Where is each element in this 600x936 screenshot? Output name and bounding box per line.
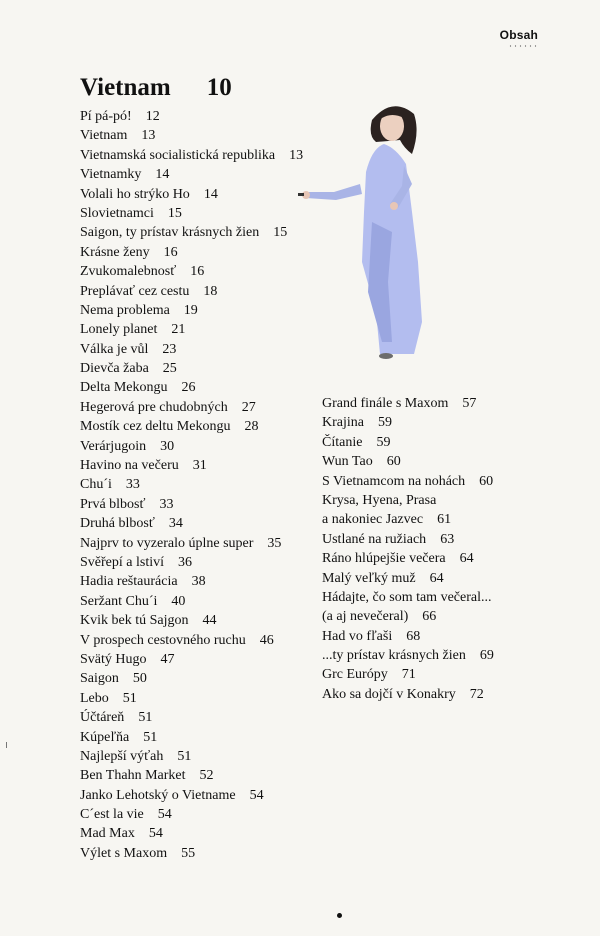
toc-entry-title: Lebo [80, 690, 109, 706]
toc-entry [322, 472, 494, 491]
toc-entry-title: Zvukomalebnosť [80, 264, 177, 280]
toc-entry-title: ...ty prístav krásnych žien [322, 648, 466, 664]
toc-entry [80, 282, 303, 301]
toc-entry [80, 572, 303, 591]
toc-entry [322, 530, 494, 549]
toc-entry-page: 71 [401, 667, 416, 683]
toc-entry [322, 452, 494, 471]
toc-entry [80, 766, 303, 785]
toc-entry [322, 627, 494, 646]
toc-entry-title: Saigon, ty prístav krásnych žien [80, 225, 260, 241]
toc-entry [322, 510, 494, 529]
toc-entry-title: Lonely planet [80, 322, 158, 338]
toc-entry-page: 15 [167, 205, 182, 221]
toc-entry-page: 35 [267, 535, 282, 551]
toc-entry-title: Krajina [322, 415, 364, 431]
toc-entry-title: Ako sa dojčí v Konakry [322, 686, 456, 702]
header-dots [508, 45, 538, 47]
toc-entry-page: 59 [376, 434, 391, 450]
toc-entry [80, 650, 303, 669]
toc-entry [80, 359, 303, 378]
toc-entry-title: (a aj nevečeral) [322, 609, 409, 625]
toc-entry-title: Druhá blbosť [80, 516, 155, 532]
toc-entry-page: 69 [479, 648, 494, 664]
toc-entry [80, 534, 303, 553]
toc-entry [80, 514, 303, 533]
toc-entry [80, 204, 303, 223]
toc-entry-title: Pí pá-pó! [80, 109, 132, 124]
toc-entry-title: Výlet s Maxom [80, 845, 168, 861]
toc-entry-title: Mad Max [80, 826, 135, 842]
toc-entry [80, 340, 303, 359]
toc-entry-page: 68 [406, 628, 421, 644]
toc-entry-title: Preplávať cez cestu [80, 283, 190, 299]
toc-entry [80, 631, 303, 650]
toc-entry-page: 46 [259, 632, 274, 648]
toc-entry [322, 433, 494, 452]
toc-entry-title: Svěřepí a lstiví [80, 554, 164, 570]
toc-entry-title: Nema problema [80, 302, 170, 318]
toc-entry-page: 51 [143, 729, 158, 745]
chapter-title [80, 74, 232, 102]
toc-entry-title: Havino na večeru [80, 458, 179, 474]
toc-entry-page: 54 [148, 826, 163, 842]
toc-entry-page: 59 [377, 415, 392, 431]
toc-entry-title: Vietnamská socialistická republika [80, 147, 276, 163]
toc-entry-title: Malý veľký muž [322, 570, 416, 586]
toc-entry-page: 55 [181, 845, 196, 861]
toc-entry-title: Wun Tao [322, 454, 373, 470]
toc-entry [80, 611, 303, 630]
toc-entry-title: Chu´i [80, 477, 112, 493]
toc-entry-page: 36 [178, 554, 192, 570]
toc-entry-page: 16 [190, 264, 205, 280]
toc-entry [322, 646, 494, 665]
toc-entry-page: 47 [160, 651, 175, 667]
toc-entry [80, 553, 303, 572]
toc-entry [80, 475, 303, 494]
toc-right-column [322, 394, 494, 704]
toc-entry [80, 243, 303, 262]
toc-entry [322, 685, 494, 704]
toc-entry-title: Válka je vůl [80, 341, 149, 357]
toc-left-column [80, 107, 303, 863]
chapter-title-text: Vietnam [80, 74, 171, 101]
toc-entry-page: 14 [203, 186, 218, 202]
toc-entry [80, 107, 303, 126]
toc-entry [80, 301, 303, 320]
toc-entry-page: 72 [469, 686, 484, 702]
toc-entry-title: V prospech cestovného ruchu [80, 632, 246, 648]
toc-entry-title: Krysa, Hyena, Prasa [322, 492, 437, 508]
toc-entry-page: 50 [132, 671, 147, 687]
toc-entry-title: Delta Mekongu [80, 380, 168, 396]
toc-entry [80, 146, 303, 165]
toc-entry-title: C´est la vie [80, 807, 144, 823]
toc-entry-page: 15 [273, 225, 288, 241]
toc-entry [322, 665, 494, 684]
toc-entry-page: 33 [125, 477, 140, 493]
toc-entry-title: S Vietnamcom na nohách [322, 473, 466, 489]
toc-entry-page: 40 [171, 593, 186, 609]
toc-entry-page: 54 [157, 807, 172, 823]
toc-entry-page: 60 [479, 473, 494, 489]
toc-entry-page: 28 [244, 419, 259, 435]
toc-entry [80, 262, 303, 281]
toc-entry-title: Mostík cez deltu Mekongu [80, 419, 231, 435]
toc-entry [80, 320, 303, 339]
toc-entry-page: 63 [440, 531, 455, 547]
toc-entry [80, 824, 303, 843]
toc-entry-title: Prvá blbosť [80, 496, 146, 512]
toc-entry-page: 13 [141, 128, 156, 144]
toc-entry-page: 21 [171, 322, 186, 338]
toc-entry-title: Ben Thahn Market [80, 768, 186, 784]
toc-entry [80, 456, 303, 475]
toc-entry-page: 51 [138, 710, 153, 726]
toc-entry [322, 569, 494, 588]
toc-entry-page: 19 [183, 302, 198, 318]
toc-entry-page: 25 [162, 361, 177, 377]
toc-entry [322, 549, 494, 568]
toc-entry [322, 588, 494, 607]
toc-entry-title: Kvik bek tú Sajgon [80, 613, 189, 629]
toc-entry [80, 495, 303, 514]
toc-entry [80, 805, 303, 824]
toc-entry [80, 378, 303, 397]
toc-entry-page: 64 [459, 551, 474, 567]
toc-entry-title: Verárjugoin [80, 438, 147, 454]
section-label: Obsah [499, 28, 538, 42]
toc-entry-title: Hegerová pre chudobných [80, 399, 228, 415]
toc-entry-page: 18 [203, 283, 218, 299]
toc-entry-page: 57 [462, 396, 477, 411]
toc-entry-title: Ráno hlúpejšie večera [322, 551, 446, 567]
toc-entry-title: Had vo fľaši [322, 628, 393, 644]
toc-entry-page: 51 [122, 690, 137, 706]
toc-entry-title: Volali ho strýko Ho [80, 186, 190, 202]
toc-entry-title: Janko Lehotský o Vietname [80, 787, 236, 803]
toc-entry [322, 394, 494, 413]
toc-entry-title: Najlepší výťah [80, 748, 164, 764]
toc-entry-title: Čítanie [322, 434, 363, 450]
toc-entry [322, 413, 494, 432]
toc-entry-page: 64 [429, 570, 444, 586]
toc-entry-title: Krásne ženy [80, 244, 150, 260]
toc-entry [80, 592, 303, 611]
toc-entry [80, 708, 303, 727]
toc-entry [322, 491, 494, 510]
toc-entry [80, 669, 303, 688]
toc-entry-page: 44 [202, 613, 217, 629]
toc-entry-page: 12 [145, 109, 160, 124]
toc-entry [80, 398, 303, 417]
toc-entry [80, 223, 303, 242]
toc-entry [80, 786, 303, 805]
toc-entry-title: Účtáreň [80, 710, 125, 726]
toc-entry [80, 185, 303, 204]
toc-entry [80, 747, 303, 766]
toc-entry [80, 844, 303, 863]
toc-entry-title: a nakoniec Jazvec [322, 512, 424, 528]
toc-entry-page: 14 [155, 167, 170, 183]
toc-entry-page: 34 [168, 516, 183, 532]
toc-entry-page: 38 [191, 574, 206, 590]
toc-entry-page: 16 [163, 244, 178, 260]
toc-entry-page: 13 [289, 147, 304, 163]
toc-entry [80, 689, 303, 708]
toc-entry-page: 27 [241, 399, 256, 415]
toc-entry-page: 33 [159, 496, 174, 512]
toc-entry [80, 126, 303, 145]
toc-entry-page: 66 [422, 609, 437, 625]
toc-entry-title: Hádajte, čo som tam večeral... [322, 589, 492, 605]
bottom-dot [337, 913, 342, 918]
toc-entry [322, 607, 494, 626]
toc-entry-title: Grc Európy [322, 667, 388, 683]
toc-entry-title: Seržant Chu´i [80, 593, 158, 609]
toc-entry-page: 23 [162, 341, 177, 357]
toc-entry-title: Dievča žaba [80, 361, 149, 377]
toc-entry [80, 417, 303, 436]
toc-entry-page: 26 [181, 380, 196, 396]
woman-in-ao-dai-photo [296, 92, 442, 362]
toc-entry-title: Saigon [80, 671, 119, 687]
toc-entry-page: 51 [177, 748, 192, 764]
toc-entry-title: Grand finále s Maxom [322, 396, 449, 411]
toc-entry-title: Najprv to vyzeralo úplne super [80, 535, 254, 551]
toc-entry [80, 728, 303, 747]
edge-mark [6, 742, 7, 748]
toc-entry [80, 165, 303, 184]
toc-entry-title: Svätý Hugo [80, 651, 147, 667]
toc-entry-page: 54 [249, 787, 264, 803]
toc-entry-title: Vietnamky [80, 167, 142, 183]
toc-entry-page: 61 [437, 512, 452, 528]
toc-entry-title: Kúpeľňa [80, 729, 130, 745]
toc-entry-title: Vietnam [80, 128, 128, 144]
chapter-page-number: 10 [206, 74, 232, 101]
toc-entry-title: Hadia reštaurácia [80, 574, 178, 590]
toc-entry-title: Slovietnamci [80, 205, 154, 221]
toc-entry-title: Ustlané na ružiach [322, 531, 427, 547]
toc-entry-page: 30 [160, 438, 175, 454]
toc-entry [80, 437, 303, 456]
toc-entry-page: 60 [386, 454, 401, 470]
toc-entry-page: 31 [192, 458, 207, 474]
toc-entry-page: 52 [199, 768, 214, 784]
